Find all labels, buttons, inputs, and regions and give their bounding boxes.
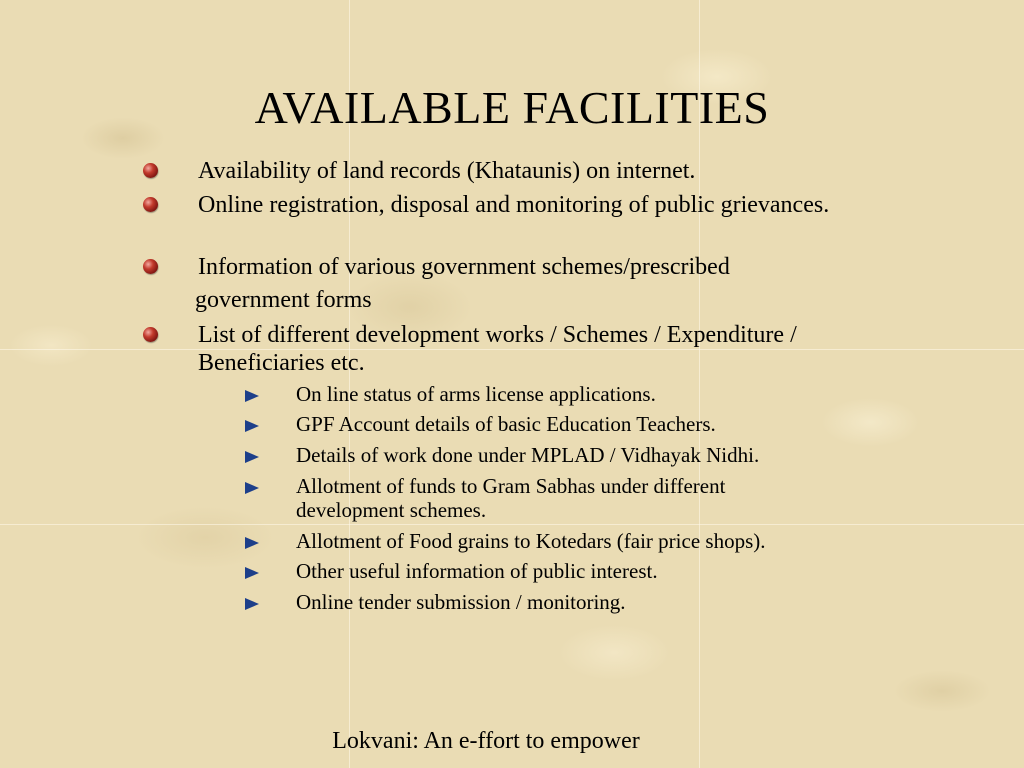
arrow-bullet-icon [245, 537, 259, 549]
texture-seam [0, 524, 1024, 525]
arrow-bullet-icon [245, 567, 259, 579]
bullet-item: Availability of land records (Khataunis) on internet. [198, 158, 696, 184]
red-ball-icon [143, 197, 158, 212]
sub-bullet-item: Other useful information of public interest. [296, 559, 658, 583]
slide-title: AVAILABLE FACILITIES [254, 82, 770, 133]
bullet-item-continuation: government forms [195, 287, 372, 313]
sub-bullet-item: Online tender submission / monitoring. [296, 590, 626, 614]
arrow-bullet-icon [245, 451, 259, 463]
bullet-item: List of different development works / Schemes / Expenditure / Beneficiaries etc. [198, 322, 797, 376]
sub-bullet-item: Details of work done under MPLAD / Vidhayak Nidhi. [296, 443, 760, 467]
bullet-item: Online registration, disposal and monitoring of public grievances. [198, 192, 830, 218]
arrow-bullet-icon [245, 420, 259, 432]
slide-footer: Lokvani: An e-ffort to empower [332, 728, 640, 754]
red-ball-icon [143, 163, 158, 178]
red-ball-icon [143, 327, 158, 342]
arrow-bullet-icon [245, 390, 259, 402]
red-ball-icon [143, 259, 158, 274]
arrow-bullet-icon [245, 482, 259, 494]
arrow-bullet-icon [245, 598, 259, 610]
sub-bullet-item: Allotment of funds to Gram Sabhas under different development schemes. [296, 474, 726, 522]
sub-bullet-item: On line status of arms license applications. [296, 382, 656, 406]
sub-bullet-item: Allotment of Food grains to Kotedars (fair price shops). [296, 529, 766, 553]
sub-bullet-item: GPF Account details of basic Education Teachers. [296, 412, 716, 436]
bullet-item: Information of various government schemes/prescribed [198, 254, 730, 280]
